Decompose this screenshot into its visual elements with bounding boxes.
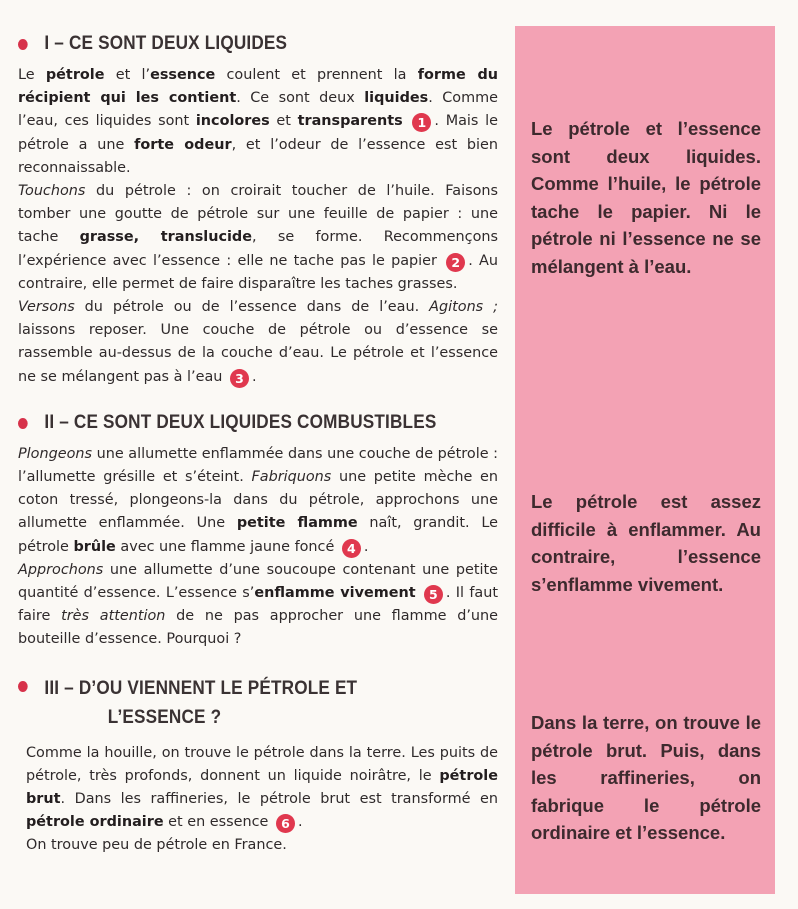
bullet-dot-icon: [18, 39, 28, 50]
figure-number-5: 5: [424, 585, 443, 604]
summary-sidebar: [515, 26, 775, 894]
section-3-paragraph: Comme la houille, on trouve le pétrole dans la terre. Les puits de pétrole, très profonds, donnent un liquide noirâtre, le pétrole brut. Dans les raffineries, le pétrole brut est transformé en pétrole ordinaire et en essence 6 . On trouve peu de pétrole en France.: [26, 744, 498, 854]
section-1-paragraph: Le pétrole et l’essence coulent et prennent la forme du récipient qui les contient. Ce sont deux liquides. Comme l’eau, ces liquides sont incolores et transparents 1 . Mais le pétrole a une forte odeur, et l’odeur de l’essence est bien reconnaissable. Touchons du pétrole : on croirait toucher de l’huile. Faisons tomber une goutte de pétrole sur une feuille de papier : une tache grasse, translucide, se forme. Recommençons l’expérience avec l’essence : elle ne tache pas le papier 2 . Au contraire, elle permet de faire disparaître les taches grasses. Versons du pétrole ou de l’essence dans de l’eau. Agitons ; laissons reposer. Une couche de pétrole ou d’essence se rassemble au-dessus de la couche d’eau. Le pétrole et l’essence ne se mélangent pas à l’eau 3 .: [18, 67, 498, 386]
section-2-paragraph: Plongeons une allumette enflammée dans une couche de pétrole : l’allumette grésille et s’éteint. Fabriquons une petite mèche en coton tressé, plongeons-la dans du pétrole, approchons une allumette enflammée. Une petite flamme naît, grandit. Le pétrole brûle avec une flamme jaune foncé 4 . Approchons une allumette d’une soucoupe contenant une petite quantité d’essence. L’essence s’enflamme vivement 5 . Il faut faire très attention de ne pas approcher une flamme d’une bouteille d’essence. Pourquoi ?: [18, 445, 498, 648]
bullet-dot-icon: [18, 681, 28, 692]
figure-number-3: 3: [230, 369, 249, 388]
figure-number-2: 2: [446, 253, 465, 272]
bullet-dot-icon: [18, 418, 28, 429]
section-1-title: I – CE SONT DEUX LIQUIDES: [18, 32, 440, 55]
section-2-title: II – CE SONT DEUX LIQUIDES COMBUSTIBLES: [18, 411, 440, 434]
figure-number-6: 6: [276, 814, 295, 833]
summary-2: Le pétrole est assez difficile à enflammer. Au contraire, l’essence s’enflamme vivement.: [531, 491, 761, 595]
summary-1: Le pétrole et l’essence sont deux liquides. Comme l’huile, le pétrole tache le papier. Ni le pétrole ni l’essence ne se mélangent à l’eau.: [531, 118, 761, 277]
figure-number-4: 4: [342, 539, 361, 558]
figure-number-1: 1: [412, 113, 431, 132]
section-3-title: III – D’OU VIENNENT LE PÉTROLE ET L’ESSENCE ?: [18, 674, 440, 732]
summary-3: Dans la terre, on trouve le pétrole brut. Puis, dans les raffineries, on fabrique le pétrole ordinaire et l’essence.: [531, 712, 761, 843]
main-column: [18, 32, 498, 858]
